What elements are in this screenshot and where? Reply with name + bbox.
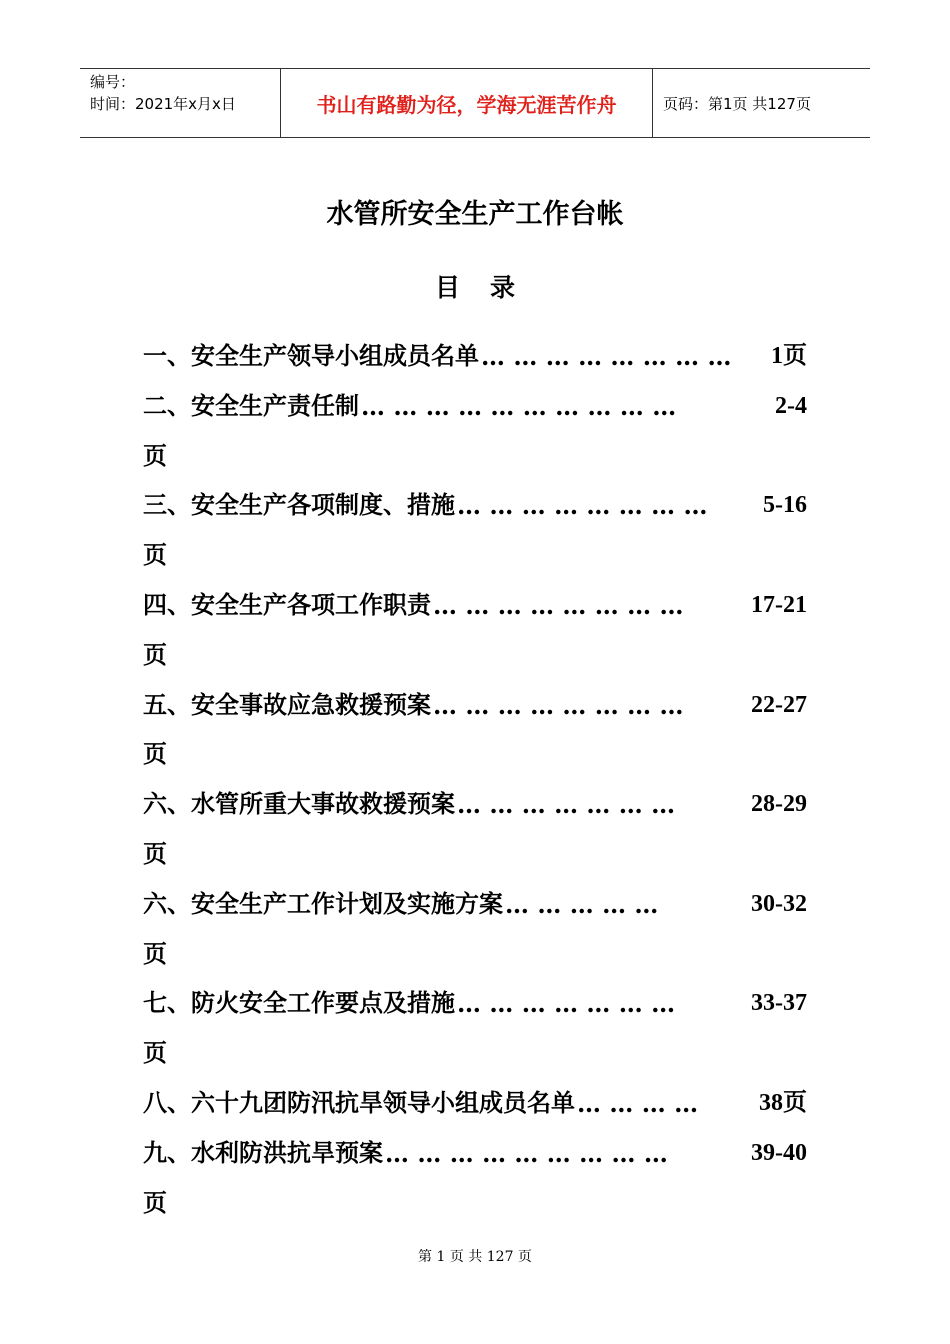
- page-footer: 第 1 页 共 127 页: [418, 1249, 532, 1265]
- toc-entry-leader: … … … … … … … …: [433, 590, 684, 620]
- header-page-info: 页码：第1页 共127页: [663, 94, 811, 113]
- toc-entry-label: 六、安全生产工作计划及实施方案: [143, 889, 503, 918]
- toc-entry-leader: … … … … … … …: [457, 989, 676, 1019]
- toc-entry-page-wrap: 页: [143, 1188, 167, 1217]
- toc-entry: [143, 1129, 807, 1179]
- page-header: [80, 68, 870, 138]
- toc-entry: [143, 382, 807, 432]
- toc-entry-leader: … … … … … … … …: [481, 342, 732, 371]
- toc-entry-page: 30-32: [751, 890, 807, 917]
- number-label: 编号：: [90, 73, 136, 91]
- toc-entry-page-wrap: 页: [143, 839, 167, 868]
- toc-heading-left: 目: [434, 273, 460, 302]
- toc-entry: [143, 1079, 807, 1129]
- toc-entry-page: 1页: [771, 343, 807, 369]
- toc-entry-label: 二、安全生产责任制: [143, 391, 359, 420]
- toc-heading-right: 录: [490, 273, 516, 302]
- toc-entry-leader: … … … … … … …: [457, 790, 676, 820]
- document-title: 水管所安全生产工作台帐: [326, 199, 624, 230]
- toc-entry: [143, 332, 807, 382]
- toc-entry: [143, 581, 807, 631]
- toc-entry-label: 六、水管所重大事故救援预案: [143, 790, 455, 819]
- toc-entry-page: 2-4: [775, 392, 807, 419]
- toc-entry-page: 28-29: [751, 791, 807, 818]
- toc-entry-label: 三、安全生产各项制度、措施: [143, 491, 455, 520]
- table-of-contents: [143, 332, 807, 1228]
- toc-entry: [143, 979, 807, 1029]
- toc-entry-page: 17-21: [751, 591, 807, 618]
- toc-entry: [143, 780, 807, 830]
- toc-entry-leader: … … … …: [577, 1088, 699, 1118]
- toc-entry-page-wrap: 页: [143, 1039, 167, 1068]
- header-motto: 书山有路勤为径，学海无涯苦作舟: [280, 69, 653, 137]
- toc-entry-page-wrap: 页: [143, 441, 167, 470]
- toc-entry-page: 22-27: [751, 691, 807, 718]
- toc-entry-page-wrap: 页: [143, 939, 167, 968]
- toc-entry-leader: … … … … … … … … … …: [361, 391, 677, 421]
- toc-entry-leader: … … … … … … … …: [457, 491, 708, 521]
- toc-entry-page: 39-40: [751, 1139, 807, 1166]
- toc-entry-page: 33-37: [751, 990, 807, 1017]
- toc-entry-label: 七、防火安全工作要点及措施: [143, 989, 455, 1018]
- toc-entry-leader: … … … … … … … … …: [385, 1138, 668, 1168]
- toc-entry-label: 五、安全事故应急救援预案: [143, 690, 431, 719]
- toc-entry-label: 一、安全生产领导小组成员名单: [143, 342, 479, 370]
- toc-entry: [143, 481, 807, 531]
- toc-entry-label: 九、水利防洪抗旱预案: [143, 1138, 383, 1167]
- toc-entry-label: 八、六十九团防汛抗旱领导小组成员名单: [143, 1088, 575, 1117]
- toc-entry-leader: … … … … … … … …: [433, 690, 684, 720]
- toc-entry-page-wrap: 页: [143, 541, 167, 570]
- toc-entry-page: 5-16: [763, 492, 807, 519]
- toc-heading: [0, 268, 950, 304]
- header-meta: [80, 69, 280, 137]
- toc-entry-page-wrap: 页: [143, 740, 167, 769]
- toc-entry: [143, 681, 807, 731]
- time-label: 时间：2021年x月x日: [90, 95, 236, 113]
- toc-entry-page: 38页: [759, 1089, 807, 1116]
- toc-entry-leader: … … … … …: [505, 889, 659, 919]
- toc-entry: [143, 880, 807, 930]
- toc-entry-label: 四、安全生产各项工作职责: [143, 590, 431, 619]
- toc-entry-page-wrap: 页: [143, 640, 167, 669]
